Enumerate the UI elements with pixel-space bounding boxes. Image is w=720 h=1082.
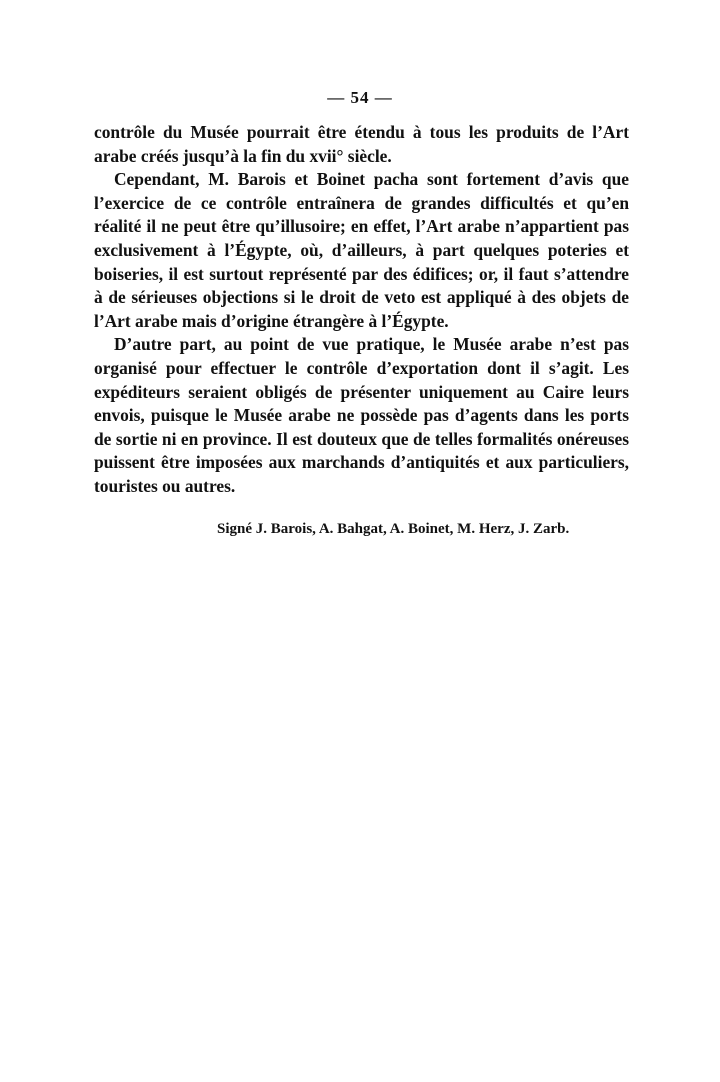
- page-number: — 54 —: [327, 88, 393, 107]
- paragraph-continuation: contrôle du Musée pourrait être étendu à tous les produits de l’Art arabe créés jusqu’à la fin du xvii° siècle.: [94, 122, 629, 166]
- paragraph-practical-view: D’autre part, au point de vue pratique, le Musée arabe n’est pas organisé pour effectuer le contrôle d’exportation dont il s’agit. Les expéditeurs seraient obligés de présenter uniquement au Caire leurs envois, puisque le Musée arabe ne possède pas d’agents dans les ports de sortie ni en province. Il est douteux que de telles formalités onéreuses puissent être imposées aux marchands d’antiquités et aux particuliers, touristes ou autres.: [94, 334, 629, 496]
- body-text: [94, 121, 629, 499]
- paragraph-barois-boinet-opinion: Cependant, M. Barois et Boinet pacha sont fortement d’avis que l’exercice de ce contrôle entraînera de grandes difficultés et qu’en réalité il ne peut être qu’illusoire; en effet, l’Art arabe n’appartient pas exclusivement à l’Égypte, où, d’ailleurs, à part quelques poteries et boiseries, il est surtout représenté par des édifices; or, il faut s’attendre à de sérieuses objections si le droit de veto est appliqué à des objets de l’Art arabe mais d’origine étrangère à l’Égypte.: [94, 169, 629, 331]
- signature-line: Signé J. Barois, A. Bahgat, A. Boinet, M. Herz, J. Zarb.: [217, 521, 570, 537]
